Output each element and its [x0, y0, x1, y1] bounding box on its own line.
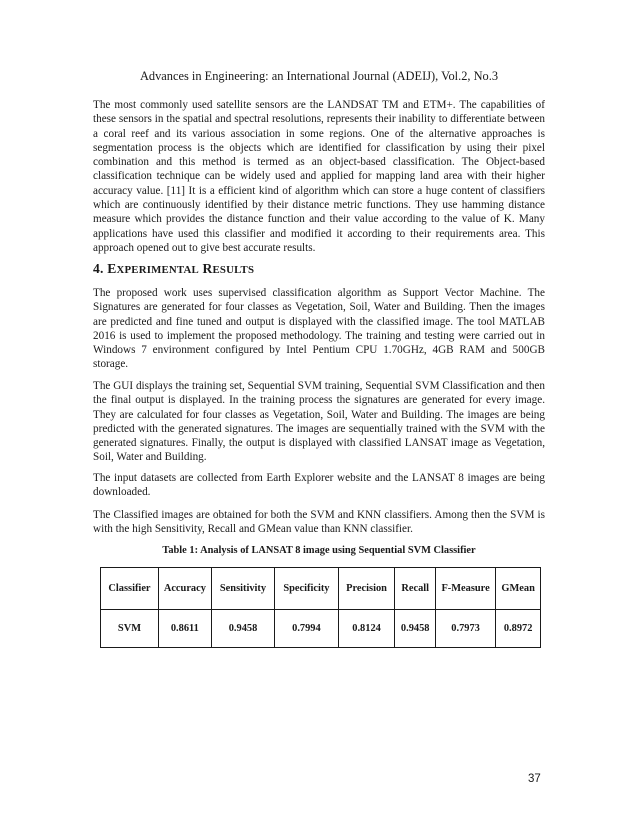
table-cell: SVM — [101, 610, 159, 648]
column-header: Recall — [395, 568, 435, 610]
table-caption: Table 1: Analysis of LANSAT 8 image using Sequential SVM Classifier — [162, 545, 476, 556]
section-word-1-initial: E — [107, 261, 117, 276]
section-word-2-rest: ESULTS — [212, 264, 255, 276]
column-header: Precision — [338, 568, 395, 610]
results-table — [100, 567, 541, 648]
table-cell: 0.8124 — [338, 610, 395, 648]
section-word-1-rest: XPERIMENTAL — [116, 264, 199, 276]
column-header: GMean — [496, 568, 541, 610]
paragraph-gui: The GUI displays the training set, Sequential SVM training, Sequential SVM Classification and then the final output is displayed. In the training process the signatures are generated for every image. They are calculated for four classes as Vegetation, Soil, Water and Building. The images are being predicted with the generated signatures. The images are sequentially trained with the SVM with the generated signatures. Finally, the output is displayed with classified LANSAT image as Vegetation, Soil, Water and Building. — [93, 380, 545, 464]
paragraph-intro: The most commonly used satellite sensors are the LANDSAT TM and ETM+. The capabilities of these sensors in the spatial and spectral resolutions, represents their inability to differentiate between a coral reef and its various association in some regions. One of the alternative approaches is segmentation process is the objects which are identified for classification by using their pixel combination and this method is termed as an object-based classification. The Object-based classification technique can be widely used and applied for mapping land area with their higher accuracy value. [11] It is a efficient kind of algorithm which can store a huge content of classifiers which are continuously identified by their distance metric functions. They use hamming distance measure which provides the distance function and their value according to the value of K. Many applications have used this classifier and modified it according to their requirements area. This approach opened out to give best accurate results. — [93, 99, 545, 254]
table-cell: 0.7994 — [275, 610, 338, 648]
table-cell: 0.9458 — [211, 610, 274, 648]
table-cell: 0.9458 — [395, 610, 435, 648]
column-header: Accuracy — [158, 568, 211, 610]
section-number: 4. — [93, 261, 104, 276]
paragraph-datasets: The input datasets are collected from Earth Explorer website and the LANSAT 8 images are being downloaded. — [93, 472, 545, 499]
table-cell: 0.8972 — [496, 610, 541, 648]
section-word-2-initial: R — [202, 261, 213, 276]
page-number: 37 — [528, 773, 541, 785]
table-cell: 0.7973 — [435, 610, 495, 648]
journal-header: Advances in Engineering: an International Journal (ADEIJ), Vol.2, No.3 — [139, 69, 499, 83]
column-header: F-Measure — [435, 568, 495, 610]
column-header: Sensitivity — [211, 568, 274, 610]
table-row — [101, 610, 541, 648]
table-header-row — [101, 568, 541, 610]
column-header: Specificity — [275, 568, 338, 610]
paragraph-proposed-work: The proposed work uses supervised classification algorithm as Support Vector Machine. The Signatures are generated for four classes as Vegetation, Soil, Water and Building. Then the images are predicted and fine tuned and output is displayed with the classified image. The tool MATLAB 2016 is used to implement the proposed methodology. The training and testing were carried out in Windows 7 environment configured by Intel Pentium CPU 1.70GHz, 4GB RAM and 500GB storage. — [93, 287, 545, 371]
table-cell: 0.8611 — [158, 610, 211, 648]
section-heading — [93, 261, 254, 277]
paragraph-classified-images: The Classified images are obtained for both the SVM and KNN classifiers. Among then the SVM is with the high Sensitivity, Recall and GMean value than KNN classifier. — [93, 509, 545, 536]
column-header: Classifier — [101, 568, 159, 610]
